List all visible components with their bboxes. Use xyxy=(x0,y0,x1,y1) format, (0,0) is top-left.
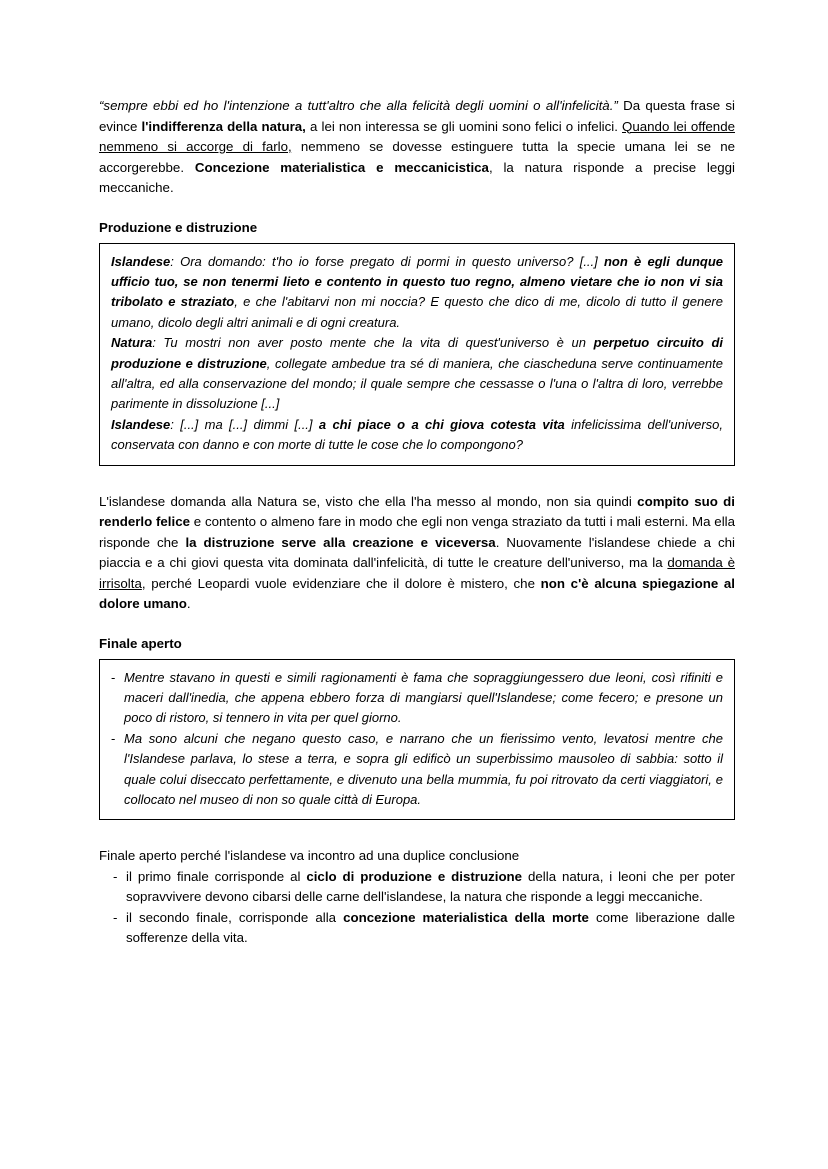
quote-line-natura-1: Natura: Tu mostri non aver posto mente che la vita di quest'universo è un perpetuo circuito di produzione e distruzione, collegate ambedue tra sé di maniera, che ciascheduna serve continuamente all'altra, ed alla conservazione del mondo; il quale sempre che cessasse o l'una o l'altra di loro, verrebbe parimente in dissoluzione [...] xyxy=(111,335,723,412)
document-content xyxy=(99,96,735,949)
intro-paragraph: “sempre ebbi ed ho l'intenzione a tutt'altro che alla felicità degli uomini o all'infelicità.” Da questa frase si evince l'indifferenza della natura, a lei non interessa se gli uomini sono felici o infelici. Quando lei offende nemmeno si accorge di farlo, nemmeno se dovesse estinguere tutta la specie umana lei se ne accorgerebbe. Concezione materialistica e meccanicistica, la natura risponde a precise leggi meccaniche. xyxy=(99,98,736,195)
spacer xyxy=(99,199,735,219)
conclusion-list xyxy=(99,867,735,949)
dash-marker: - xyxy=(113,868,118,884)
conclusion-lead: Finale aperto perché l'islandese va incontro ad una duplice conclusione xyxy=(99,848,520,864)
heading-finale-aperto: Finale aperto xyxy=(99,635,182,651)
heading-produzione-e-distruzione: Produzione e distruzione xyxy=(99,219,258,235)
finale-quote-item-2-text: Ma sono alcuni che negano questo caso, e narrano che un fierissimo vento, levatosi mentre che l'Islandese parlava, lo stese a terra, e sopra gli edificò un superbissimo mausoleo di sabbia: sotto il quale colui diseccato perfettamente, e divenuto una bella mummia, fu poi ritrovato da certi viaggiatori, e collocato nel museo di non so quale città di Europa. xyxy=(124,730,723,807)
spacer xyxy=(99,615,735,635)
conclusion-item-1-text: il primo finale corrisponde al ciclo di produzione e distruzione della natura, i leoni che per poter sopravvivere devono cibarsi delle carne dell'islandese, la natura che risponde a leggi meccaniche. xyxy=(126,868,735,905)
dash-marker: - xyxy=(111,669,116,685)
commentary-paragraph: L'islandese domanda alla Natura se, visto che ella l'ha messo al mondo, non sia quindi compito suo di renderlo felice e contento o almeno fare in modo che egli non venga straziato da tutti i mali esterni. Ma ella risponde che la distruzione serve alla creazione e viceversa. Nuovamente l'islandese chiede a chi piaccia e a chi giovi questa vita dominata dall'infelicità, di tutte le creature dell'universo, ma la domanda è irrisolta, perché Leopardi vuole evidenziare che il dolore è mistero, che non c'è alcuna spiegazione al dolore umano. xyxy=(99,493,736,612)
quote-line-islandese-2: Islandese: [...] ma [...] dimmi [...] a chi piace o a chi giova cotesta vita infelicissima dell'universo, conservata con danno e con morte di tutte le cose che lo compongono? xyxy=(111,416,724,453)
finale-quote-item-2 xyxy=(111,729,723,811)
finale-quote-item-1 xyxy=(111,668,723,729)
finale-quote-item-1-text: Mentre stavano in questi e simili ragionamenti è fama che sopraggiungessero due leoni, così rifiniti e maceri dall'inedia, che appena ebbero forza di mangiarsi quell'Islandese; come fecero; e presone un poco di ristoro, si tennero in vita per quel giorno. xyxy=(124,669,723,726)
conclusion-item-1 xyxy=(99,867,735,908)
quote-box-finale xyxy=(99,659,735,821)
spacer xyxy=(99,466,735,492)
dash-marker: - xyxy=(113,909,118,925)
quote-line-islandese-1: Islandese: Ora domando: t'ho io forse pregato di pormi in questo universo? [...] non è egli dunque ufficio tuo, se non tenermi lieto e contento in questo tuo regno, almeno vietare che io non vi sia tribolato e straziato, e che l'abitarvi non mi noccia? E questo che dico di me, dicolo di tutto il genere umano, dicolo degli altri animali e di ogni creatura. xyxy=(111,253,724,330)
quote-box-produzione xyxy=(99,243,735,466)
conclusion-item-2-text: il secondo finale, corrisponde alla concezione materialistica della morte come liberazione dalle sofferenze della vita. xyxy=(126,909,735,946)
spacer xyxy=(99,820,735,846)
dash-marker: - xyxy=(111,730,116,746)
conclusion-item-2 xyxy=(99,908,735,949)
